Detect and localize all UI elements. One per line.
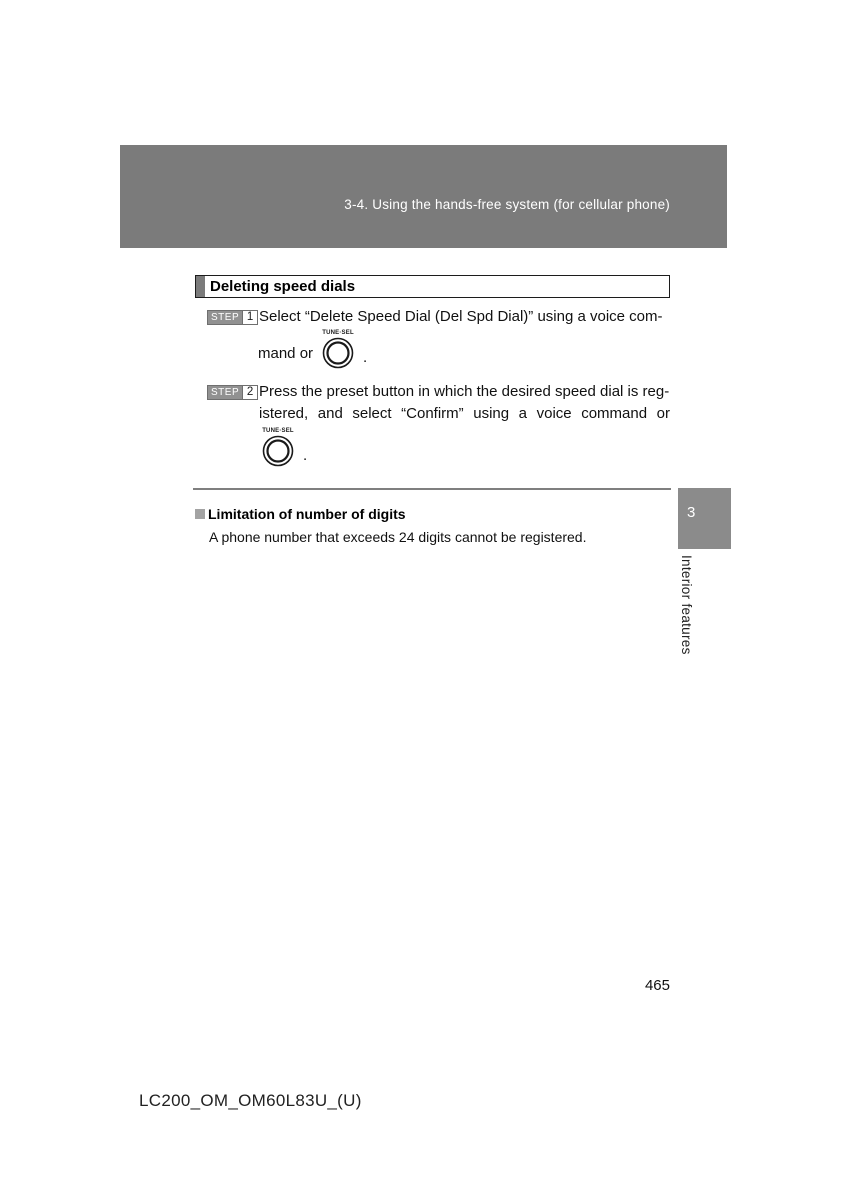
step-2-line-1: Press the preset button in which the desired speed dial is reg-	[259, 383, 670, 400]
step-1-badge	[207, 310, 258, 325]
chapter-header-banner	[120, 145, 727, 248]
tune-sel-knob	[322, 330, 354, 369]
chapter-header-title: 3-4. Using the hands-free system (for cellular phone)	[344, 197, 670, 212]
square-bullet-icon	[195, 509, 205, 519]
tune-sel-knob-label: TUNE·SEL	[262, 428, 294, 434]
section-divider	[193, 488, 671, 490]
step-2-badge-number: 2	[242, 386, 257, 399]
tune-sel-knob-icon	[322, 337, 354, 369]
step-2-line-2: istered, and select “Confirm” using a voice command or	[259, 405, 670, 422]
step-2-badge-label: STEP	[211, 387, 240, 398]
chapter-tab-number: 3	[687, 504, 696, 521]
note-body: A phone number that exceeds 24 digits cannot be registered.	[209, 529, 587, 545]
section-title-box	[195, 275, 670, 298]
step-1-period: .	[363, 348, 368, 366]
step-2-badge	[207, 385, 258, 400]
step-1-badge-number: 1	[242, 311, 257, 324]
note-heading: Limitation of number of digits	[208, 506, 406, 522]
step-1-line-1: Select “Delete Speed Dial (Del Spd Dial)” using a voice com-	[259, 308, 663, 325]
step-1-badge-label: STEP	[211, 312, 240, 323]
tune-sel-knob-label: TUNE·SEL	[322, 330, 354, 336]
step-1-line-2-text: mand or	[258, 344, 314, 362]
chapter-tab	[678, 488, 731, 549]
step-1-line-2	[258, 330, 368, 369]
tune-sel-knob	[262, 428, 294, 467]
page-number: 465	[644, 977, 670, 994]
section-title: Deleting speed dials	[210, 278, 356, 295]
section-title-accent-bar	[196, 276, 205, 297]
step-2-period: .	[303, 446, 308, 464]
document-code: LC200_OM_OM60L83U_(U)	[139, 1091, 362, 1110]
step-2-line-3	[262, 428, 308, 467]
chapter-tab-label: Interior features	[679, 555, 694, 655]
tune-sel-knob-icon	[262, 435, 294, 467]
note-heading-row	[195, 506, 406, 522]
